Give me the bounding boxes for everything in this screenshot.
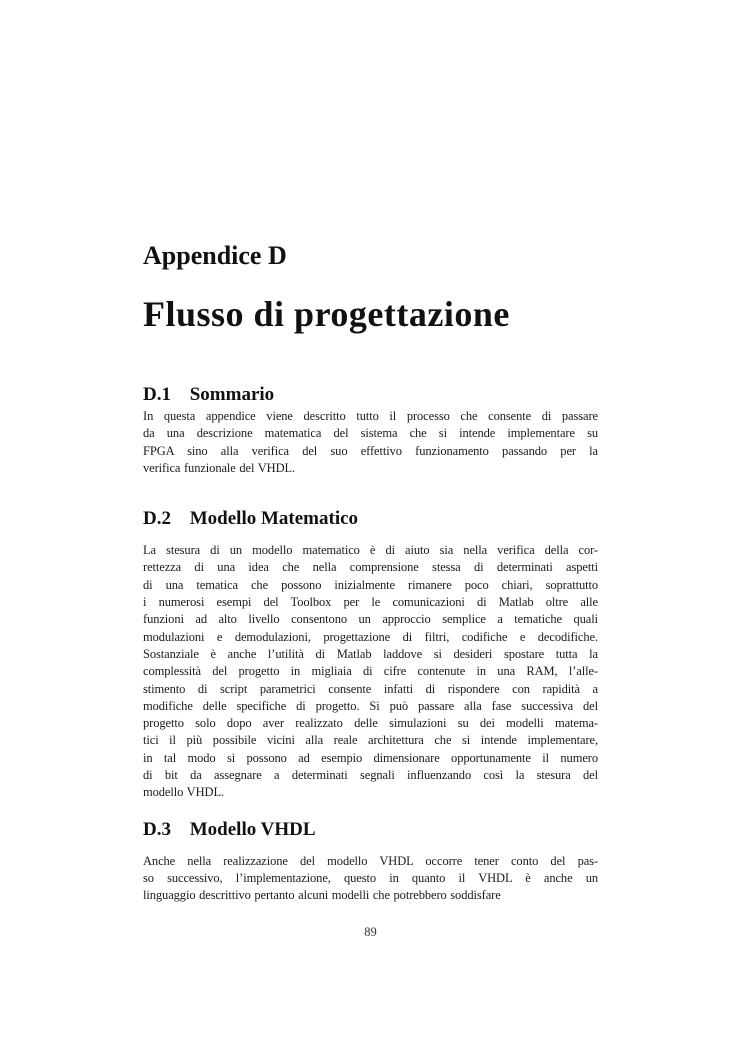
section-heading-d1 bbox=[143, 383, 598, 406]
chapter-title: Flusso di progettazione bbox=[143, 294, 510, 334]
section-title: Sommario bbox=[189, 384, 275, 405]
text-line: FPGA sino alla verifica del suo effettivo funzionamento passando per la bbox=[143, 443, 598, 458]
text-line: di una tematica che possono inizialmente rimanere poco chiari, soprattutto bbox=[143, 577, 598, 592]
section-title: Modello VHDL bbox=[189, 818, 316, 840]
text-line: Sostanziale è anche l’utilità di Matlab laddove si desideri spostare tutta la bbox=[143, 646, 598, 661]
section-number: D.3 bbox=[143, 818, 171, 840]
text-line: stimento di script parametrici consente infatti di rispondere con rapidità a bbox=[143, 681, 598, 696]
text-line: so successivo, l’implementazione, questo in quanto il VHDL è anche un bbox=[143, 870, 598, 885]
page-content bbox=[143, 0, 598, 905]
text-line: In questa appendice viene descritto tutto il processo che consente di passare bbox=[143, 409, 598, 423]
section-heading-d2 bbox=[143, 507, 598, 530]
text-line: i numerosi esempi del Toolbox per le comunicazioni di Matlab oltre alle bbox=[143, 595, 598, 610]
page-number: 89 bbox=[364, 925, 377, 939]
section-heading-d3 bbox=[143, 818, 598, 841]
text-line: progetto solo dopo aver realizzato delle simulazioni su dei modelli matema- bbox=[143, 716, 598, 731]
text-line: Anche nella realizzazione del modello VHDL occorre tener conto del pas- bbox=[143, 853, 598, 868]
text-line: complessità del progetto in migliaia di cifre contenute in una RAM, l’alle- bbox=[143, 664, 598, 679]
section-title: Modello Matematico bbox=[189, 508, 359, 530]
section-number: D.2 bbox=[143, 508, 171, 530]
section-number: D.1 bbox=[143, 384, 171, 405]
text-line: modulazioni e demodulazioni, progettazione di filtri, codifiche e decodifiche. bbox=[143, 629, 598, 644]
section-paragraph bbox=[143, 408, 598, 477]
text-line: tici il più possibile vicini alla reale architettura che si intende implementare, bbox=[143, 733, 598, 748]
chapter-label: Appendice D bbox=[143, 241, 287, 270]
section-paragraph bbox=[143, 853, 598, 905]
text-line: funzioni ad alto livello consentono un approccio semplice a tematiche quali bbox=[143, 612, 598, 627]
text-line: verifica funzionale del VHDL. bbox=[143, 460, 296, 475]
text-line: modifiche delle specifiche di progetto. Si può passare alla fase successiva del bbox=[143, 698, 598, 713]
text-line: da una descrizione matematica del sistema che si intende implementare su bbox=[143, 426, 598, 441]
text-line: modello VHDL. bbox=[143, 785, 225, 800]
text-line: di bit da assegnare a determinati segnali influenzando così la stesura del bbox=[143, 768, 598, 783]
section-paragraph bbox=[143, 542, 598, 801]
text-line: La stesura di un modello matematico è di aiuto sia nella verifica della cor- bbox=[143, 543, 598, 558]
text-line: in tal modo si possono ad esempio dimensionare opportunamente il numero bbox=[143, 750, 598, 765]
text-line: linguaggio descrittivo pertanto alcuni modelli che potrebbero soddisfare bbox=[143, 888, 501, 903]
text-line: rettezza di una idea che nella comprensione stessa di determinati aspetti bbox=[143, 560, 598, 575]
